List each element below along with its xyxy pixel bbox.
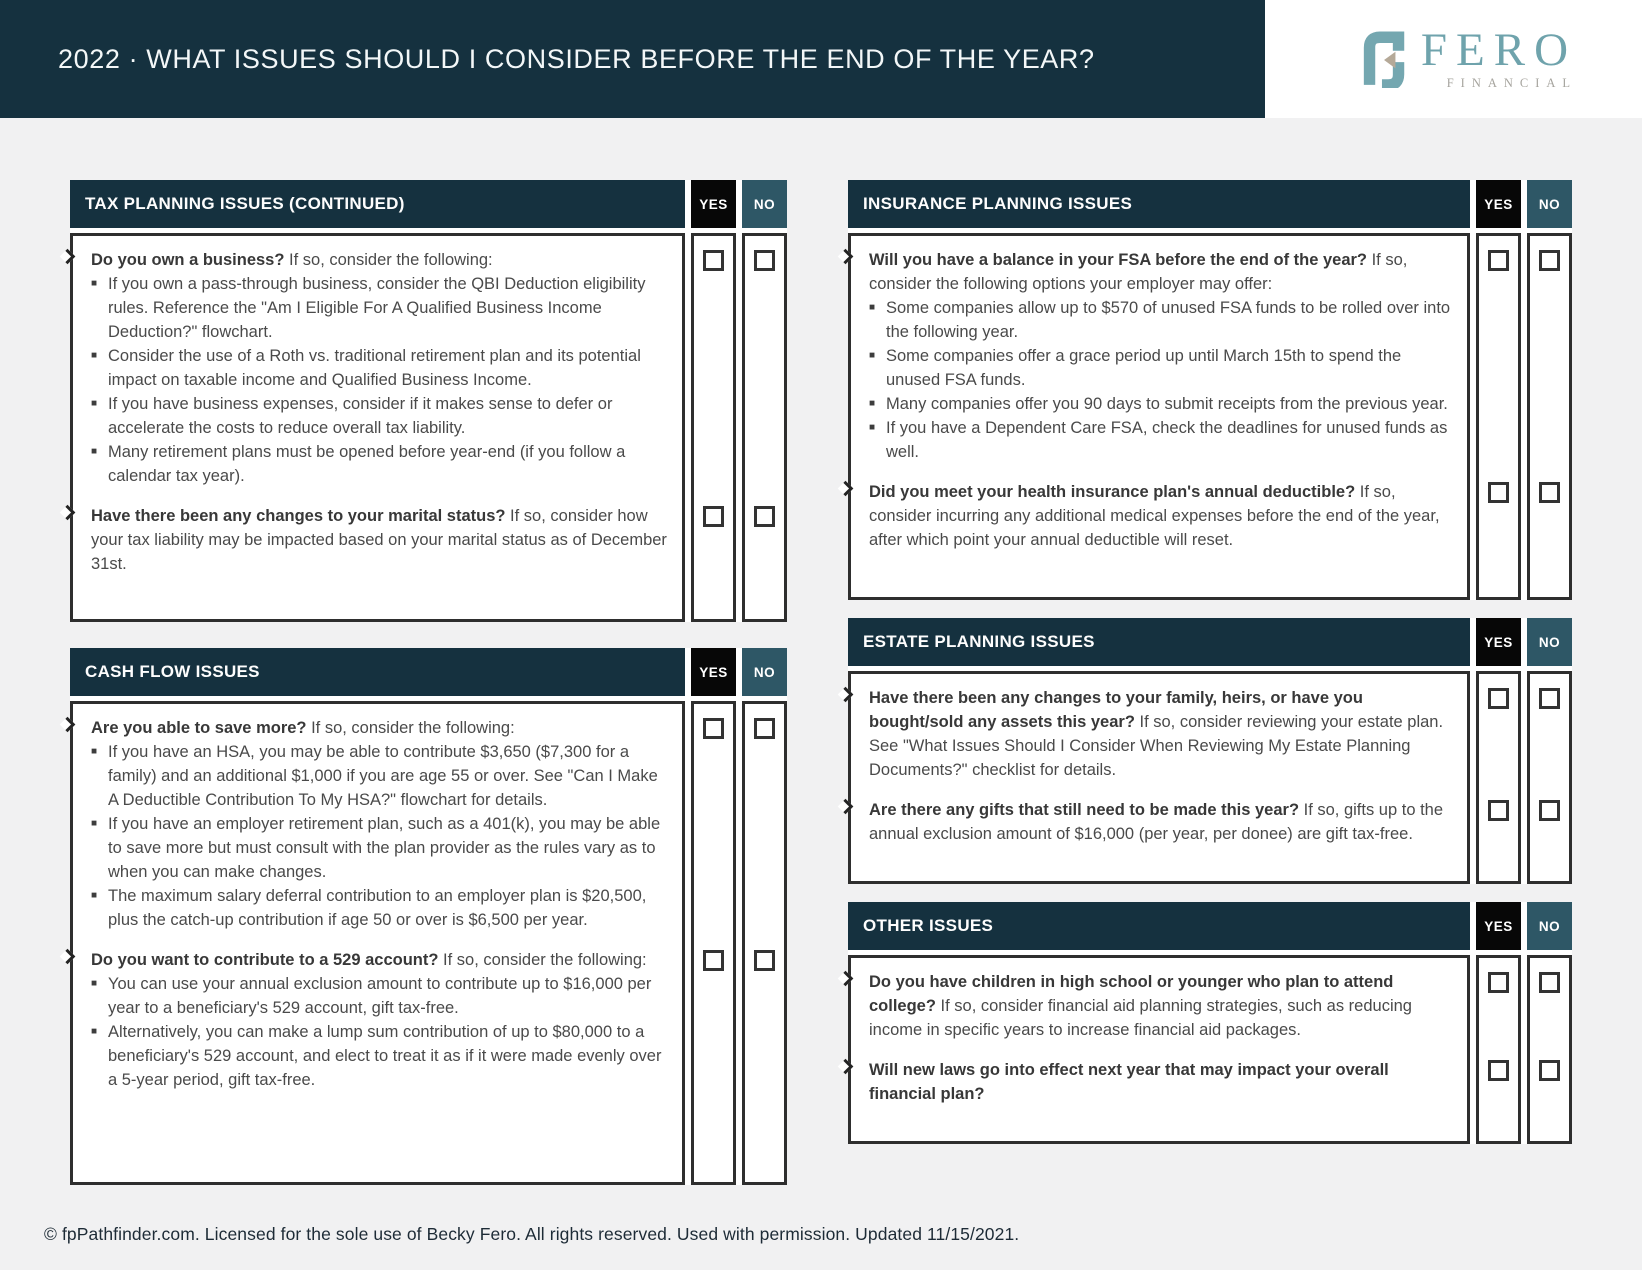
bullet-list [869,296,1454,464]
no-cell [1527,233,1572,464]
question-chevron-icon [60,505,76,521]
question-chevron-icon [838,249,854,265]
no-checkbox[interactable] [754,250,775,271]
no-cell [742,701,787,932]
question-bold: Have there been any changes to your family, heirs, or have you bought/sold any assets this year? [869,689,1363,731]
no-cell [1527,782,1572,884]
bullet-item: ■ If you have business expenses, consider if it makes sense to defer or accelerate the costs to reduce overall tax liability. [91,392,669,440]
question-row [848,233,1470,464]
yes-checkbox[interactable] [1488,800,1509,821]
question-text [869,480,1454,552]
question-text [869,970,1454,1042]
yes-column-header: YES [691,180,736,228]
question-text [869,248,1454,296]
yes-cell [691,233,736,488]
question-chevron-icon [838,799,854,815]
no-cell [742,488,787,622]
no-cell [1527,464,1572,600]
section-header-tax: TAX PLANNING ISSUES (CONTINUED) [70,180,685,228]
question-bold: Will new laws go into effect next year that may impact your overall financial plan? [869,1061,1389,1103]
right-column [848,180,1572,1144]
question-detail: If so, consider the following: [284,251,493,269]
no-checkbox[interactable] [754,718,775,739]
yes-column-header: YES [1476,618,1521,666]
question-row [848,955,1470,1042]
no-cell [1527,955,1572,1042]
yes-cell [1476,1042,1521,1144]
question-row [70,488,685,622]
no-cell [1527,671,1572,782]
question-detail: If so, consider how your tax liability may be impacted based on your marital status as of December 31st. [91,507,667,573]
yes-checkbox[interactable] [1488,688,1509,709]
no-column-header: NO [1527,618,1572,666]
no-checkbox[interactable] [1539,250,1560,271]
question-bold: Are there any gifts that still need to be made this year? [869,801,1300,819]
question-row [848,671,1470,782]
yes-cell [691,701,736,932]
no-checkbox[interactable] [1539,482,1560,503]
question-row [848,782,1470,884]
yes-column-header: YES [1476,180,1521,228]
question-chevron-icon [60,249,76,265]
question-chevron-icon [838,481,854,497]
question-chevron-icon [60,949,76,965]
question-detail: If so, consider financial aid planning strategies, such as reducing income in specific years to increase financial aid packages. [869,997,1412,1039]
left-column [70,180,787,1185]
no-cell [742,233,787,488]
question-detail: If so, consider the following: [438,951,647,969]
question-row [848,1042,1470,1144]
no-cell [742,932,787,1185]
question-chevron-icon [838,971,854,987]
bullet-item: ■ You can use your annual exclusion amount to contribute up to $16,000 per year to a beneficiary's 529 account, gift tax-free. [91,972,669,1020]
section-cash-flow [70,648,787,1185]
question-text [91,716,669,740]
license-footer: © fpPathfinder.com. Licensed for the sole use of Becky Fero. All rights reserved. Used with permission. Updated 11/15/2021. [44,1224,1020,1244]
bullet-item: ■ The maximum salary deferral contribution to an employer plan is $20,500, plus the catch-up contribution if age 50 or over is $6,500 per year. [91,884,669,932]
section-estate-planning [848,618,1572,884]
section-other-issues [848,902,1572,1144]
question-bold: Do you want to contribute to a 529 account? [91,951,439,969]
yes-checkbox[interactable] [703,506,724,527]
fero-logo-mark-icon [1360,30,1406,88]
yes-cell [1476,671,1521,782]
section-header-estate: ESTATE PLANNING ISSUES [848,618,1470,666]
question-text [91,248,669,272]
question-row [70,932,685,1185]
bullet-list [91,272,669,488]
section-insurance-planning [848,180,1572,600]
question-row [70,701,685,932]
question-bold: Did you meet your health insurance plan's annual deductible? [869,483,1356,501]
brand-logo [1265,0,1642,118]
no-column-header: NO [742,648,787,696]
question-text [869,1058,1454,1106]
no-checkbox[interactable] [1539,1060,1560,1081]
yes-column-header: YES [1476,902,1521,950]
question-chevron-icon [838,1059,854,1075]
yes-cell [691,488,736,622]
question-detail: If so, consider reviewing your estate plan. See "What Issues Should I Consider When Reviewing My Estate Planning Documents?" checklist for details. [869,713,1444,779]
yes-checkbox[interactable] [1488,482,1509,503]
page-title: 2022 · WHAT ISSUES SHOULD I CONSIDER BEFORE THE END OF THE YEAR? [58,43,1095,74]
no-checkbox[interactable] [1539,688,1560,709]
question-bold: Do you have children in high school or younger who plan to attend college? [869,973,1394,1015]
bullet-item: ■ Alternatively, you can make a lump sum contribution of up to $80,000 to a beneficiary's 529 account, and elect to treat it as if it were made evenly over a 5-year period, gift tax-free. [91,1020,669,1092]
yes-cell [1476,233,1521,464]
question-bold: Do you own a business? [91,251,285,269]
brand-subtitle: FINANCIAL [1446,76,1578,90]
question-row [70,233,685,488]
question-chevron-icon [60,717,76,733]
question-text [869,798,1454,846]
bullet-list [91,972,669,1092]
no-column-header: NO [1527,180,1572,228]
header-banner [0,0,1265,118]
bullet-item: ■ If you have an HSA, you may be able to contribute $3,650 ($7,300 for a family) and an additional $1,000 if you are age 55 or over. See "Can I Make A Deductible Contribution To My HSA?" flowchart for details. [91,740,669,812]
question-detail: If so, consider incurring any additional medical expenses before the end of the year, after which point your annual deductible will reset. [869,483,1440,549]
no-checkbox[interactable] [754,506,775,527]
section-tax-planning [70,180,787,622]
bullet-list [91,740,669,932]
yes-cell [1476,955,1521,1042]
question-detail: If so, gifts up to the annual exclusion amount of $16,000 (per year, per donee) are gift tax-free. [869,801,1444,843]
yes-checkbox[interactable] [1488,972,1509,993]
yes-checkbox[interactable] [703,250,724,271]
bullet-item: ■ If you have a Dependent Care FSA, check the deadlines for unused funds as well. [869,416,1454,464]
brand-logo-text [1420,24,1578,91]
question-text [91,504,669,576]
no-checkbox[interactable] [754,950,775,971]
section-header-cash-flow: CASH FLOW ISSUES [70,648,685,696]
yes-cell [1476,782,1521,884]
yes-checkbox[interactable] [1488,250,1509,271]
question-text [91,948,669,972]
no-column-header: NO [742,180,787,228]
bullet-item: ■ Some companies offer a grace period up until March 15th to spend the unused FSA funds. [869,344,1454,392]
question-bold: Will you have a balance in your FSA before the end of the year? [869,251,1368,269]
question-detail: If so, consider the following: [306,719,515,737]
question-chevron-icon [838,687,854,703]
bullet-item: ■ If you have an employer retirement plan, such as a 401(k), you may be able to save more but must consult with the plan provider as the rules vary as to when you can make changes. [91,812,669,884]
no-checkbox[interactable] [1539,800,1560,821]
yes-checkbox[interactable] [703,718,724,739]
question-detail: If so, consider the following options your employer may offer: [869,251,1408,293]
no-cell [1527,1042,1572,1144]
question-bold: Are you able to save more? [91,719,307,737]
no-column-header: NO [1527,902,1572,950]
yes-cell [691,932,736,1185]
yes-column-header: YES [691,648,736,696]
bullet-item: ■ Consider the use of a Roth vs. traditional retirement plan and its potential impact on taxable income and Qualified Business Income. [91,344,669,392]
yes-checkbox[interactable] [703,950,724,971]
section-header-insurance: INSURANCE PLANNING ISSUES [848,180,1470,228]
yes-cell [1476,464,1521,600]
question-row [848,464,1470,600]
bullet-item: ■ Many retirement plans must be opened before year-end (if you follow a calendar tax year). [91,440,669,488]
brand-name: FERO [1420,24,1578,76]
no-checkbox[interactable] [1539,972,1560,993]
section-header-other: OTHER ISSUES [848,902,1470,950]
question-text [869,686,1454,782]
bullet-item: ■ Some companies allow up to $570 of unused FSA funds to be rolled over into the following year. [869,296,1454,344]
question-bold: Have there been any changes to your marital status? [91,507,506,525]
yes-checkbox[interactable] [1488,1060,1509,1081]
bullet-item: ■ If you own a pass-through business, consider the QBI Deduction eligibility rules. Reference the "Am I Eligible For A Qualified Business Income Deduction?" flowchart. [91,272,669,344]
bullet-item: ■ Many companies offer you 90 days to submit receipts from the previous year. [869,392,1454,416]
